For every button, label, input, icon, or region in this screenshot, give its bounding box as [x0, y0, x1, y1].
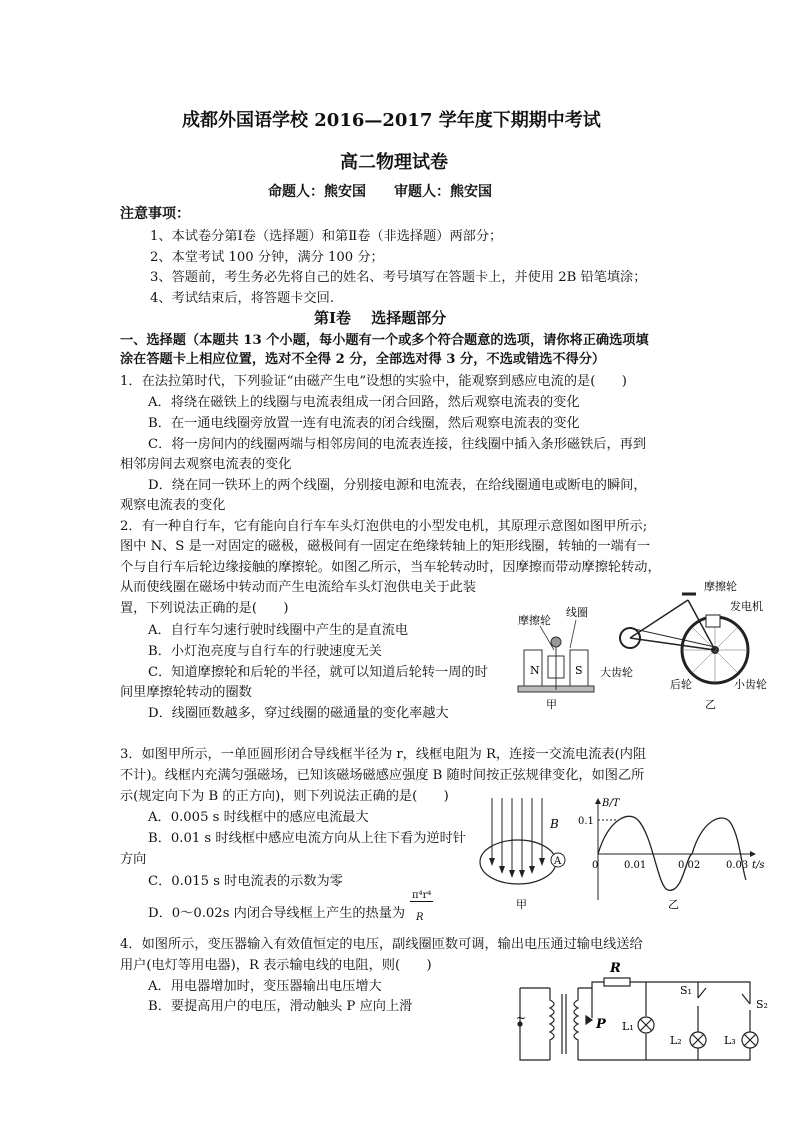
- q1-option-d: D．绕在同一铁环上的两个线圈，分别接电源和电流表，在给线圈通电或断电的瞬间，: [148, 478, 647, 493]
- exam-authors: 命题人：熊安国 审题人：熊安国: [268, 184, 492, 200]
- q2-stem: 2．有一种自行车，它有能向自行车车头灯泡供电的小型发电机，其原理示意图如图甲所示;: [120, 519, 648, 534]
- fig-ammeter: A: [554, 856, 562, 867]
- notice-item: 3、答题前，考生务必先将自己的姓名、考号填写在答题卡上，并使用 2B 铅笔填涂；: [150, 270, 647, 285]
- fig-label-b: B: [550, 817, 559, 831]
- exam-subject: 高二物理试卷: [340, 152, 448, 173]
- fig-label-s2: S₂: [756, 998, 768, 1011]
- q3-stem: 3．如图甲所示，一单匝圆形闭合导线框半径为 r，线框电阻为 R，连接一交流电流表(内阻: [120, 747, 647, 762]
- q1-option-d-cont: 观察电流表的变化: [120, 498, 226, 513]
- fig-x-tick: 0.01: [624, 860, 647, 871]
- q4-stem: 4．如图所示，变压器输入有效值恒定的电压，副线圈匝数可调，输出电压通过输电线送给: [120, 937, 643, 952]
- fig-magnet-s: S: [575, 664, 583, 677]
- section-instruction: 涂在答题卡上相应位置，选对不全得 2 分，全部选对得 3 分，不选或错选不得分）: [120, 352, 606, 367]
- fig-label-coil: 线圈: [566, 606, 588, 619]
- exam-title: 成都外国语学校 2016—2017 学年度下期期中考试: [182, 110, 601, 131]
- fig-label-jia: 甲: [516, 898, 527, 911]
- q3-option-d-denominator: R: [416, 912, 424, 923]
- notice-item: 2、本堂考试 100 分钟，满分 100 分；: [150, 250, 384, 265]
- section-instruction: 一、选择题（本题共 13 个小题，每小题有一个或多个符合题意的选项，请你将正确选项填: [120, 333, 649, 348]
- q3-stem: 示(规定向下为 B 的正方向)，则下列说法正确的是( ): [120, 789, 449, 804]
- q3-option-b: B．0.01 s 时线框中感应电流方向从上往下看为逆时针: [148, 831, 466, 846]
- q1-stem: 1．在法拉第时代，下列验证“由磁产生电”设想的实验中，能观察到感应电流的是( ): [120, 374, 627, 389]
- fig-x-tick: 0.02: [678, 860, 701, 871]
- fig-label-friction-wheel-2: 摩擦轮: [704, 580, 737, 593]
- q2-stem: 图中 N、S 是一对固定的磁极，磁极间有一固定在绝缘转轴上的矩形线圈，转轴的一端有一: [120, 539, 651, 554]
- q3-stem: 不计)。线框内充满匀强磁场，已知该磁场磁感应强度 B 随时间按正弦规律变化，如图乙所: [120, 768, 645, 783]
- q3-option-a: A．0.005 s 时线框中的感应电流最大: [148, 810, 369, 825]
- fig-label-s1: S₁: [680, 984, 692, 997]
- fig-magnet-n: N: [530, 664, 540, 677]
- q1-option-b: B．在一通电线圈旁放置一连有电流表的闭合线圈，然后观察电流表的变化: [148, 416, 580, 431]
- q1-option-c-cont: 相邻房间去观察电流表的变化: [120, 457, 292, 472]
- fig-ac-source: ~: [516, 1011, 527, 1025]
- fig-label-l2: L₂: [670, 1034, 682, 1047]
- fig-label-yi: 乙: [705, 698, 716, 711]
- fig-label-p: P: [596, 1017, 606, 1032]
- q2-stem: 从而使线圈在磁场中转动而产生电流给车头灯泡供电关于此装: [120, 580, 477, 595]
- q4-circuit-figure: [510, 960, 780, 1070]
- q4-option-b: B．要提高用户的电压，滑动触头 P 应向上滑: [148, 999, 413, 1014]
- q2-option-c-cont: 间里摩擦轮转动的圈数: [120, 685, 252, 700]
- q4-option-a: A．用电器增加时，变压器输出电压增大: [148, 979, 382, 994]
- fig-label-small-gear: 小齿轮: [734, 678, 767, 691]
- fig-x-tick: 0.03: [726, 860, 749, 871]
- q1-option-a: A．将绕在磁铁上的线圈与电流表组成一闭合回路，然后观察电流表的变化: [148, 395, 580, 410]
- q3-option-c: C．0.015 s 时电流表的示数为零: [148, 874, 343, 889]
- q4-stem: 用户(电灯等用电器)，R 表示输电线的电阻，则( ): [120, 958, 432, 973]
- q2-stem: 置，下列说法正确的是( ): [120, 601, 289, 616]
- q2-option-a: A．自行车匀速行驶时线圈中产生的是直流电: [148, 623, 409, 638]
- fig-label-big-gear: 大齿轮: [600, 666, 633, 679]
- q3-figure: [478, 790, 778, 920]
- section-heading: 第Ⅰ卷 选择题部分: [314, 309, 447, 327]
- q3-option-d: D．0～0.02s 内闭合导线框上产生的热量为: [148, 906, 406, 921]
- q2-option-c: C．知道摩擦轮和后轮的半径，就可以知道后轮转一周的时: [148, 665, 488, 680]
- fig-label-rear-wheel: 后轮: [670, 678, 692, 691]
- fig-label-jia: 甲: [546, 698, 557, 711]
- q2-option-d: D．线圈匝数越多，穿过线圈的磁通量的变化率越大: [148, 706, 449, 721]
- notice-item: 4、考试结束后，将答题卡交回.: [150, 291, 335, 306]
- q1-option-c: C．将一房间内的线圈两端与相邻房间的电流表连接，往线圈中插入条形磁铁后，再到: [148, 437, 647, 452]
- fig-label-generator: 发电机: [730, 600, 763, 613]
- fig-label-r: R: [610, 961, 621, 976]
- q3-option-d-numerator: π⁴r⁴: [412, 890, 432, 901]
- fig-label-friction-wheel: 摩擦轮: [518, 614, 551, 627]
- fig-y-tick: 0.1: [578, 816, 594, 827]
- fig-label-yi: 乙: [668, 898, 679, 911]
- fig-label-l3: L₃: [724, 1034, 736, 1047]
- q3-option-b-cont: 方向: [120, 852, 147, 867]
- q2-option-b: B．小灯泡亮度与自行车的行驶速度无关: [148, 644, 382, 659]
- fig-label-l1: L₁: [622, 1020, 634, 1033]
- fig-x-axis-label: t/s: [752, 860, 765, 871]
- fig-origin: 0: [592, 860, 599, 871]
- notice-item: 1、本试卷分第Ⅰ卷（选择题）和第Ⅱ卷（非选择题）两部分；: [150, 229, 503, 244]
- q2-figure: [510, 580, 780, 720]
- fig-y-axis-label: B/T: [602, 798, 620, 809]
- notice-heading: 注意事项：: [120, 206, 190, 222]
- q2-stem: 个与自行车后轮边缘接触的摩擦轮。如图乙所示，当车轮转动时，因摩擦而带动摩擦轮转动，: [120, 560, 661, 575]
